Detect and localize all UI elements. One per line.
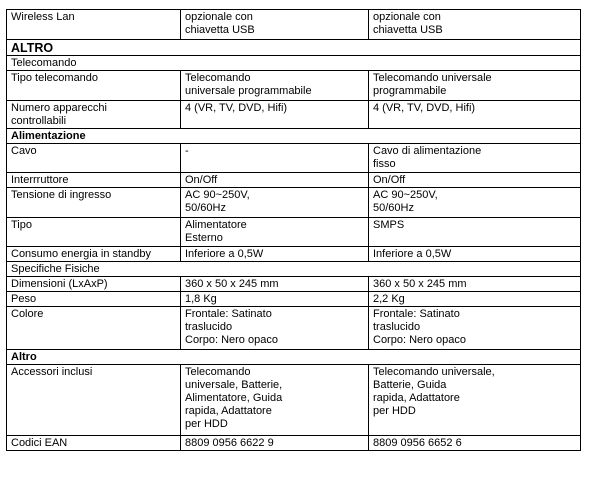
spec-value-cell-b: Inferiore a 0,5W (369, 247, 581, 262)
spec-value-cell-b: Telecomando universale programmabile (369, 71, 581, 101)
spec-label-cell: Codici EAN (7, 436, 181, 451)
table-row (7, 277, 581, 292)
subsection-title: Specifiche Fisiche (7, 262, 581, 277)
spec-value-cell-b: 8809 0956 6652 6 (369, 436, 581, 451)
spec-value-cell-a: AC 90~250V, 50/60Hz (181, 188, 369, 218)
spec-value-cell-b: Cavo di alimentazione fisso (369, 144, 581, 173)
subsection-title: Telecomando (7, 56, 581, 71)
section-row (7, 350, 581, 365)
spec-value-cell-b: 2,2 Kg (369, 292, 581, 307)
section-title: ALTRO (7, 40, 581, 56)
spec-label-cell: Tipo telecomando (7, 71, 181, 101)
table-row (7, 173, 581, 188)
spec-value-cell-a: 4 (VR, TV, DVD, Hifi) (181, 101, 369, 129)
spec-table-body (7, 10, 581, 451)
table-row (7, 247, 581, 262)
spec-value-cell-a: opzionale con chiavetta USB (181, 10, 369, 40)
spec-label-cell: Wireless Lan (7, 10, 181, 40)
section-row (7, 129, 581, 144)
spec-value-cell-b: SMPS (369, 218, 581, 247)
spec-label-cell: Consumo energia in standby (7, 247, 181, 262)
table-row (7, 307, 581, 350)
spec-value-cell-b: Telecomando universale, Batterie, Guida rapida, Adattatore per HDD (369, 365, 581, 436)
table-row (7, 101, 581, 129)
spec-value-cell-a: Frontale: Satinato traslucido Corpo: Nero opaco (181, 307, 369, 350)
spec-value-cell-b: opzionale con chiavetta USB (369, 10, 581, 40)
spec-label-cell: Tipo (7, 218, 181, 247)
spec-value-cell-a: On/Off (181, 173, 369, 188)
spec-value-cell-a: Telecomando universale, Batterie, Alimentatore, Guida rapida, Adattatore per HDD (181, 365, 369, 436)
table-row (7, 218, 581, 247)
spec-label-cell: Tensione di ingresso (7, 188, 181, 218)
table-row (7, 71, 581, 101)
table-row (7, 436, 581, 451)
table-row (7, 365, 581, 436)
spec-value-cell-a: 8809 0956 6622 9 (181, 436, 369, 451)
spec-label-cell: Dimensioni (LxAxP) (7, 277, 181, 292)
spec-value-cell-b: 4 (VR, TV, DVD, Hifi) (369, 101, 581, 129)
spec-value-cell-a: - (181, 144, 369, 173)
table-row (7, 292, 581, 307)
spec-label-cell: Interrruttore (7, 173, 181, 188)
section-row (7, 56, 581, 71)
spec-value-cell-b: 360 x 50 x 245 mm (369, 277, 581, 292)
spec-value-cell-b: Frontale: Satinato traslucido Corpo: Nero opaco (369, 307, 581, 350)
table-row (7, 10, 581, 40)
spec-label-cell: Cavo (7, 144, 181, 173)
spec-label-cell: Numero apparecchi controllabili (7, 101, 181, 129)
section-title: Alimentazione (7, 129, 581, 144)
table-row (7, 188, 581, 218)
table-row (7, 144, 581, 173)
section-row (7, 40, 581, 56)
spec-value-cell-a: 360 x 50 x 245 mm (181, 277, 369, 292)
spec-value-cell-a: Inferiore a 0,5W (181, 247, 369, 262)
spec-value-cell-b: On/Off (369, 173, 581, 188)
section-title: Altro (7, 350, 581, 365)
spec-table (6, 9, 581, 451)
spec-label-cell: Accessori inclusi (7, 365, 181, 436)
spec-label-cell: Peso (7, 292, 181, 307)
spec-value-cell-a: Alimentatore Esterno (181, 218, 369, 247)
spec-label-cell: Colore (7, 307, 181, 350)
spec-value-cell-a: 1,8 Kg (181, 292, 369, 307)
section-row (7, 262, 581, 277)
spec-value-cell-b: AC 90~250V, 50/60Hz (369, 188, 581, 218)
spec-value-cell-a: Telecomando universale programmabile (181, 71, 369, 101)
